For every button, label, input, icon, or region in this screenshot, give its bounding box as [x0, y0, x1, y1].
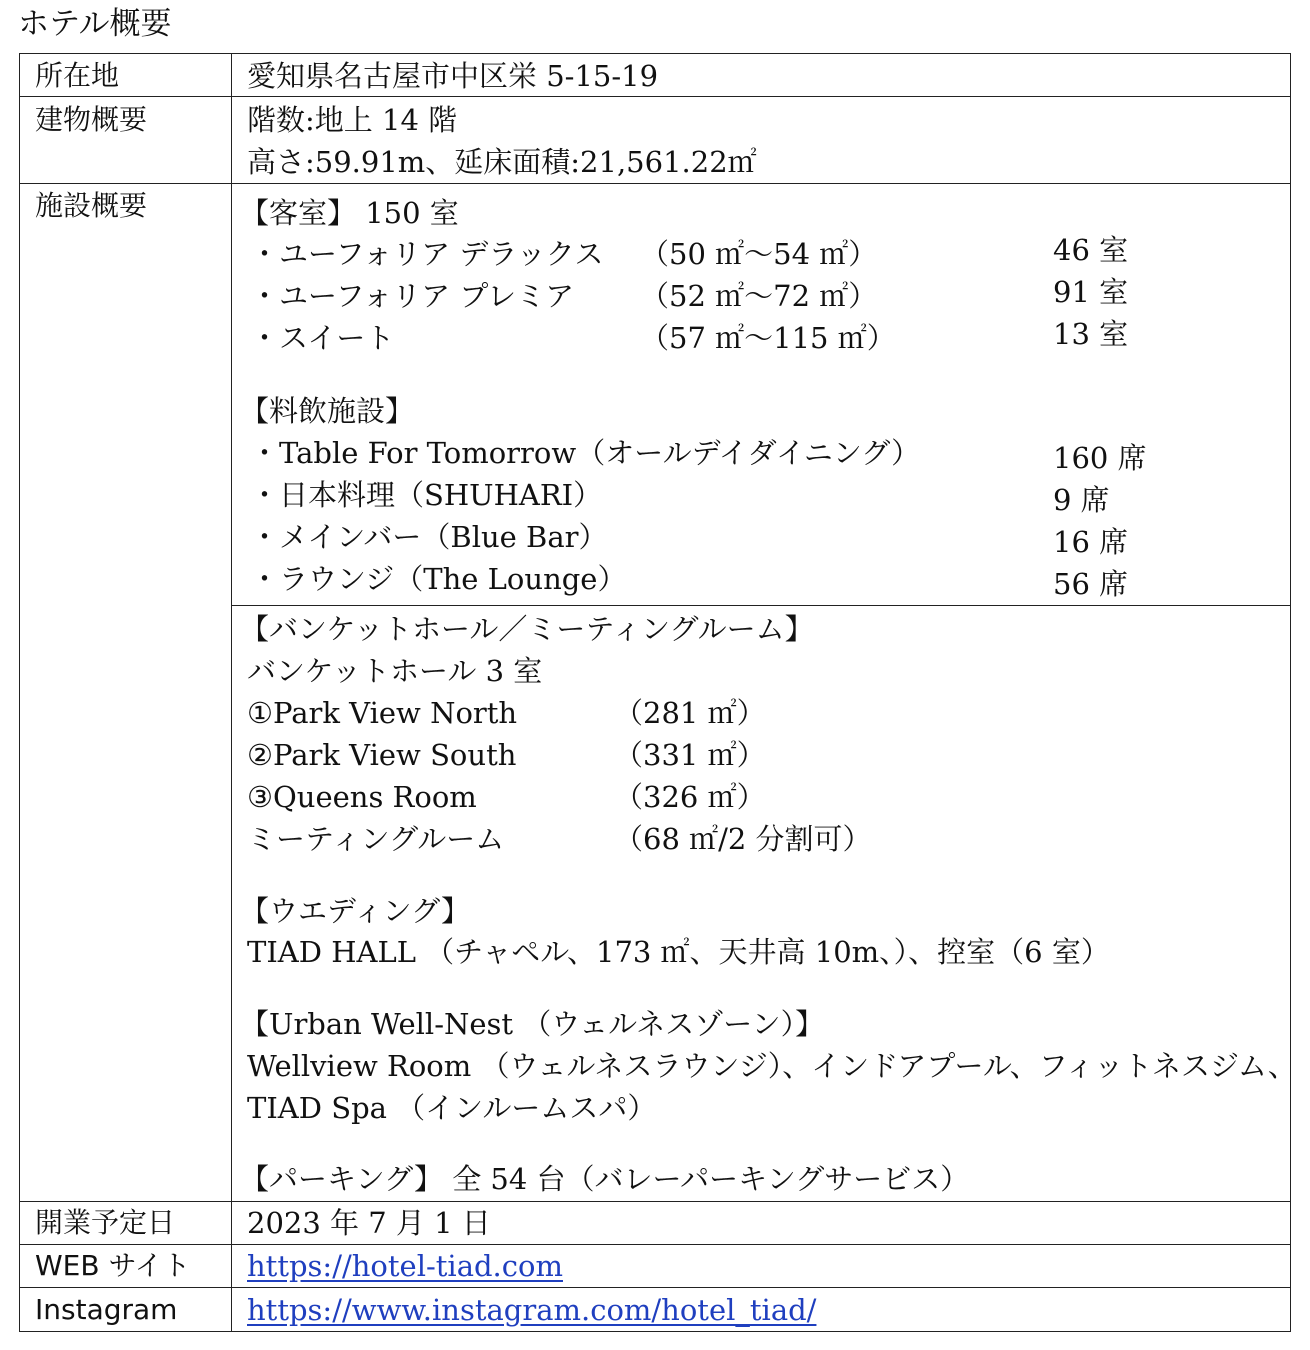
instagram-link[interactable]: https://www.instagram.com/hotel_tiad/: [247, 1293, 817, 1327]
dining-seats: 160 席: [1053, 441, 1147, 475]
row-divider: [231, 605, 1291, 606]
dining-name: ・メインバー（Blue Bar）: [250, 520, 608, 554]
facilities-label: 施設概要: [35, 189, 148, 222]
room-type-count: 13 室: [1053, 317, 1129, 351]
dining-seats: 16 席: [1053, 525, 1129, 559]
building-size: 高さ:59.91m、延床面積:21,561.22㎡: [247, 145, 757, 179]
room-type-area: （57 ㎡～115 ㎡）: [640, 321, 896, 355]
banquet-hall-name: ①Park View North: [247, 696, 518, 730]
location-label: 所在地: [35, 59, 120, 92]
dining-heading: 【料飲施設】: [240, 394, 415, 428]
opening-label: 開業予定日: [35, 1206, 176, 1239]
parking-text: 【パーキング】 全 54 台（バレーパーキングサービス）: [240, 1162, 970, 1196]
row-divider: [19, 1244, 1291, 1245]
room-type-area: （50 ㎡～54 ㎡）: [640, 237, 878, 271]
banquet-hall-name: ②Park View South: [247, 738, 517, 772]
opening-date: 2023 年 7 月 1 日: [247, 1206, 491, 1240]
dining-seats: 9 席: [1053, 483, 1110, 517]
dining-seats: 56 席: [1053, 567, 1129, 601]
page-title: ホテル概要: [18, 6, 172, 42]
room-type-count: 46 室: [1053, 233, 1129, 267]
rooms-heading: 【客室】 150 室: [240, 196, 459, 230]
room-type-name: ・スイート: [250, 321, 395, 355]
building-label: 建物概要: [35, 103, 148, 136]
row-divider: [19, 1201, 1291, 1202]
row-divider: [19, 96, 1291, 97]
dining-name: ・ラウンジ（The Lounge）: [250, 562, 627, 596]
banquet-hall-name: ミーティングルーム: [247, 822, 505, 856]
location-value: 愛知県名古屋市中区栄 5-15-19: [247, 59, 659, 93]
column-divider: [231, 53, 232, 1332]
room-type-area: （52 ㎡～72 ㎡）: [640, 279, 878, 313]
instagram-label: Instagram: [35, 1293, 178, 1326]
wedding-heading: 【ウエディング】: [240, 894, 470, 928]
wellness-line-2: TIAD Spa （インルームスパ）: [247, 1091, 657, 1125]
banquet-heading: 【バンケットホール／ミーティングルーム】: [240, 612, 814, 646]
banquet-subheading: バンケットホール 3 室: [247, 654, 543, 688]
banquet-hall-area: （326 ㎡）: [614, 780, 766, 814]
room-type-count: 91 室: [1053, 275, 1129, 309]
row-divider: [19, 183, 1291, 184]
website-link[interactable]: https://hotel-tiad.com: [247, 1249, 563, 1283]
building-floors: 階数:地上 14 階: [247, 103, 458, 137]
banquet-hall-name: ③Queens Room: [247, 780, 477, 814]
row-divider: [19, 1287, 1291, 1288]
banquet-hall-area: （281 ㎡）: [614, 696, 766, 730]
wellness-line-1: Wellview Room （ウェルネスラウンジ）、インドアプール、フィットネスジム、: [247, 1049, 1297, 1083]
dining-name: ・日本料理（SHUHARI）: [250, 478, 603, 512]
room-type-name: ・ユーフォリア デラックス: [250, 237, 604, 271]
wedding-text: TIAD HALL （チャペル、173 ㎡、天井高 10m、）、控室（6 室）: [247, 935, 1110, 969]
banquet-hall-area: （331 ㎡）: [614, 738, 766, 772]
website-label: WEB サイト: [35, 1249, 191, 1282]
dining-name: ・Table For Tomorrow（オールデイダイニング）: [250, 436, 921, 470]
wellness-heading: 【Urban Well-Nest （ウェルネスゾーン）】: [240, 1007, 825, 1041]
room-type-name: ・ユーフォリア プレミア: [250, 279, 575, 313]
banquet-hall-area: （68 ㎡/2 分割可）: [614, 822, 872, 856]
